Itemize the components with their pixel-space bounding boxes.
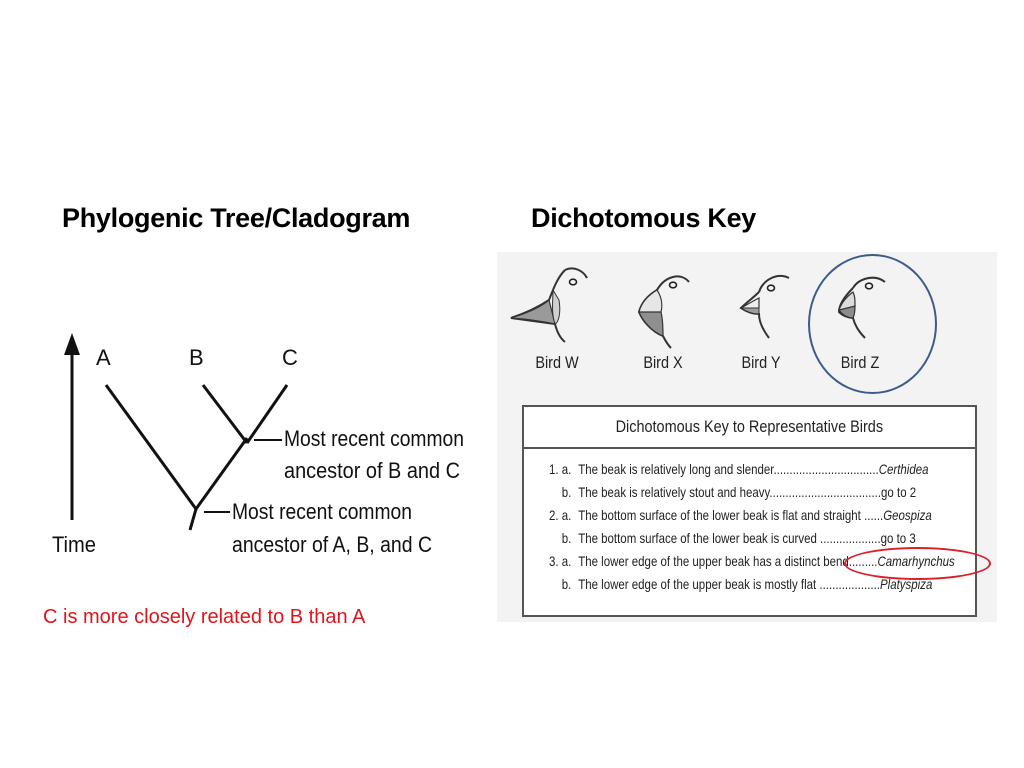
key-result: Camarhynchus: [877, 553, 955, 569]
key-statement: The bottom surface of the lower beak is flat and straight ......: [578, 507, 884, 523]
key-title: Dichotomous Key to Representative Birds: [615, 417, 884, 436]
branch-a: [106, 385, 196, 509]
cladogram-diagram: [40, 325, 480, 565]
key-statement: The bottom surface of the lower beak is curved ...................: [578, 530, 881, 546]
key-statement: The lower edge of the upper beak has a distinct bend.........: [578, 553, 878, 569]
cladogram-heading: Phylogenic Tree/Cladogram: [62, 203, 411, 233]
node-abc-label-line1: Most recent common: [232, 499, 412, 524]
key-row: [524, 507, 975, 530]
key-step-number: 2.: [549, 507, 559, 523]
key-step-number: 1.: [549, 461, 559, 477]
key-statement: The beak is relatively long and slender.................................: [578, 461, 879, 477]
key-result: Certhidea: [878, 461, 929, 477]
key-option-letter: b.: [561, 530, 572, 546]
bird-z-label: Bird Z: [840, 353, 880, 372]
key-result: Platyspiza: [880, 576, 933, 592]
key-result: Geospiza: [883, 507, 932, 523]
key-statement: The beak is relatively stout and heavy...................................: [578, 484, 882, 500]
bird-y-label: Bird Y: [741, 353, 781, 372]
taxon-b-label: B: [189, 345, 204, 370]
bird-x-head-icon: [639, 276, 689, 348]
node-bc-label-line2: ancestor of B and C: [284, 458, 461, 483]
key-result: go to 3: [880, 530, 916, 546]
key-title-row: [524, 407, 975, 449]
time-label: Time: [52, 532, 96, 557]
key-option-letter: a.: [561, 461, 572, 477]
key-row: [524, 461, 975, 484]
branch-c: [247, 385, 287, 443]
dichotomous-key-heading: Dichotomous Key: [531, 203, 757, 233]
branch-b: [203, 385, 247, 443]
camarhynchus-highlight-oval: [844, 547, 991, 580]
taxon-c-label: C: [282, 345, 298, 370]
node-bc-label-line1: Most recent common: [284, 426, 464, 451]
time-arrow-head: [64, 333, 80, 355]
relationship-caption: C is more closely related to B than A: [43, 606, 366, 628]
bird-w-label: Bird W: [535, 353, 579, 372]
key-option-letter: b.: [561, 576, 572, 592]
key-statement: The lower edge of the upper beak is mostly flat ...................: [578, 576, 881, 592]
key-option-letter: b.: [561, 484, 572, 500]
key-table: [522, 405, 977, 617]
key-result: go to 2: [881, 484, 917, 500]
bird-w-head-icon: [511, 268, 587, 342]
key-option-letter: a.: [561, 507, 572, 523]
bird-x-label: Bird X: [643, 353, 683, 372]
key-row: [524, 484, 975, 507]
bird-y-head-icon: [741, 276, 789, 338]
branch-stem-abc: [190, 509, 196, 530]
node-abc-label-line2: ancestor of A, B, and C: [232, 532, 433, 557]
taxon-a-label: A: [96, 345, 111, 370]
key-step-number: 3.: [549, 553, 559, 569]
bird-z-highlight-circle: [808, 254, 937, 394]
key-option-letter: a.: [561, 553, 572, 569]
